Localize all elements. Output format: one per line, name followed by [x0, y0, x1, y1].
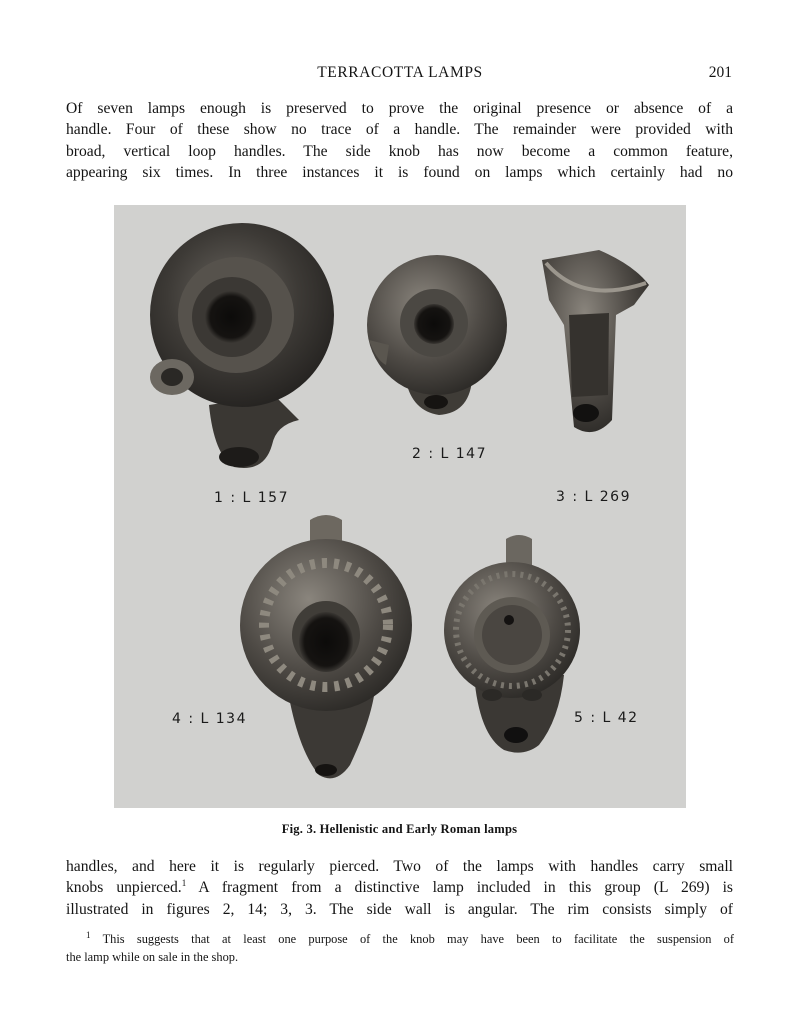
lamp-1: [150, 223, 334, 468]
page-number: 201: [708, 64, 732, 81]
lamp-4: [240, 515, 412, 778]
running-title: TERRACOTTA LAMPS: [317, 64, 483, 81]
body-paragraph-top: [66, 98, 733, 183]
figure-plate: [114, 205, 686, 808]
running-head: [66, 64, 734, 84]
footnote-line: [66, 931, 734, 949]
body-paragraph-bottom: [66, 856, 733, 920]
footnote-line: the lamp while on sale in the shop.: [66, 949, 239, 964]
lamp-2: [367, 255, 507, 415]
text-line: appearing six times. In three instances it is found on lamps which certainly had no: [66, 163, 733, 181]
footnote-reference: 1: [181, 878, 187, 889]
lamps-photograph: [114, 205, 686, 808]
footnote-text: This suggests that at least one purpose of the knob may have been to facilitate the suspension of: [90, 932, 734, 946]
footnote: [66, 931, 734, 966]
text-line: handles, and here it is regularly pierced. Two of the lamps with handles carry small: [66, 858, 733, 875]
lamp-label-4: 4 : L 134: [172, 711, 247, 727]
lamp-5: [444, 535, 580, 753]
figure-caption: Fig. 3. Hellenistic and Early Roman lamps: [281, 822, 518, 836]
text-line: handle. Four of these show no trace of a handle. The remainder were provided with: [66, 121, 733, 139]
lamp-3: [542, 250, 649, 432]
text-line: Of seven lamps enough is preserved to prove the original presence or absence of a: [66, 100, 733, 117]
lamp-label-5: 5 : L 42: [574, 710, 639, 726]
lamp-label-1: 1 : L 157: [214, 490, 289, 506]
text-line: illustrated in figures 2, 14; 3, 3. The side wall is angular. The rim consists simply of: [66, 900, 733, 918]
text-fragment: knobs unpierced.: [66, 879, 182, 897]
text-line: [66, 877, 733, 898]
text-line: broad, vertical loop handles. The side knob has now become a common feature,: [66, 142, 733, 160]
lamp-label-3: 3 : L 269: [556, 489, 631, 505]
lamp-label-2: 2 : L 147: [412, 446, 487, 462]
text-fragment: A fragment from a distinctive lamp included in this group (L 269) is: [186, 879, 734, 897]
footnote-marker: 1: [86, 929, 91, 940]
